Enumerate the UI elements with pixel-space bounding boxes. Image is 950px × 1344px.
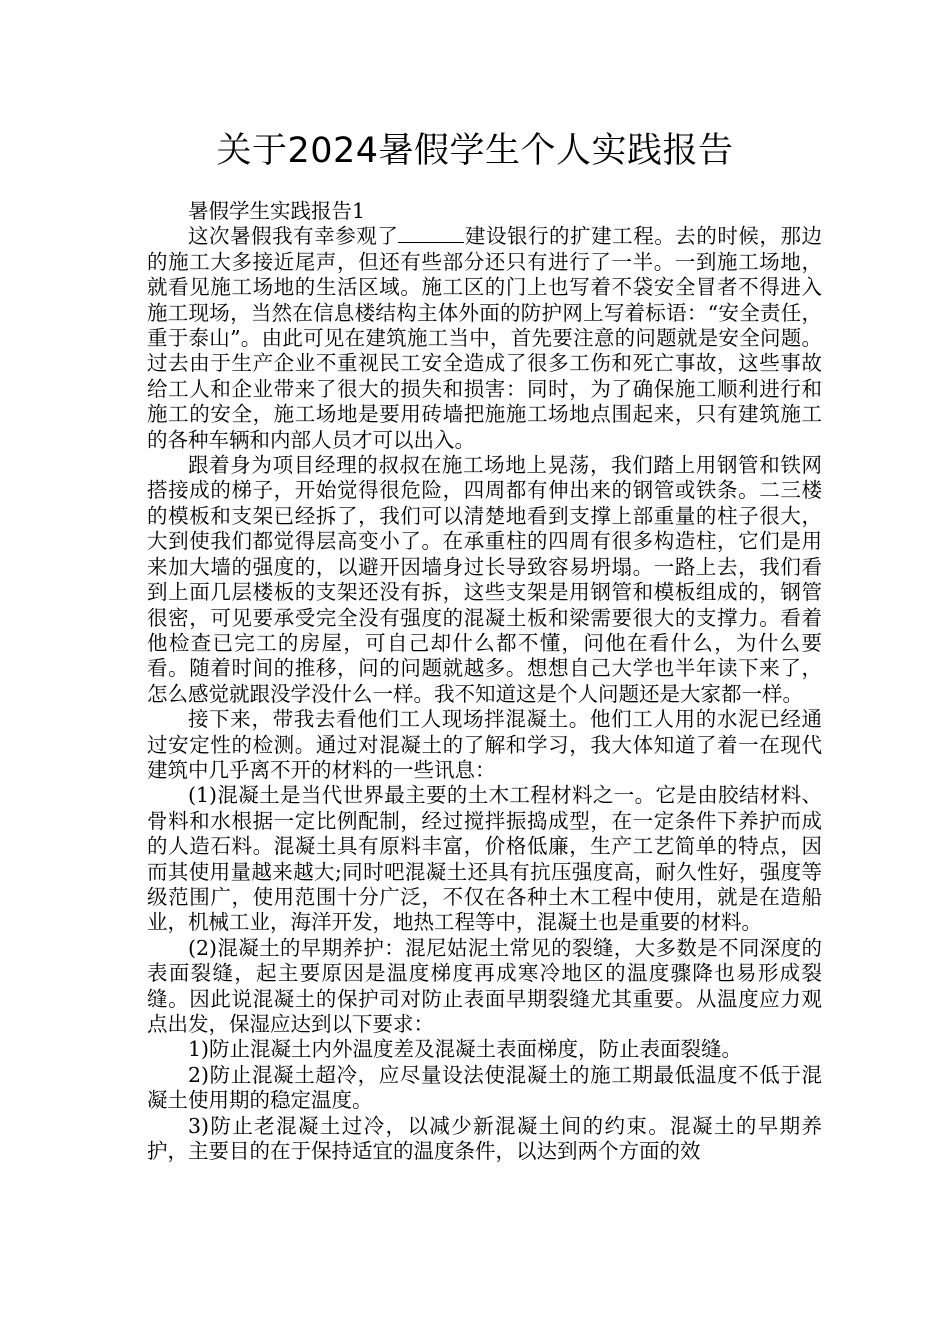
fill-in-blank [398,224,464,243]
document-body [147,199,822,1164]
report-heading: 暑假学生实践报告1 [188,199,366,223]
paragraph-4: (1)混凝土是当代世界最主要的土木工程材料之一。它是由胶结材料、骨料和水根据一定比例配制，经过搅拌振捣成型，在一定条件下养护而成的人造石料。混凝土具有原料丰富，价格低廉，生产工艺简单的特点，因而其使用量越来越大;同时吧混凝土还具有抗压强度高，耐久性好，强度等级范围广，使用范围十分广泛，不仅在各种土木工程中使用，就是在造船业，机械工业，海洋开发，地热工程等中，混凝土也是重要的材料。 [147,783,822,935]
paragraph-1-rest: 建设银行的扩建工程。去的时候，那边的施工大多接近尾声，但还有些部分还只有进行了一半。一到施工场地，就看见施工场地的生活区域。施工区的门上也写着不袋安全冒者不得进入施工现场，当然在信息楼结构主体外面的防护网上写着标语：“安全责任，重于泰山”。由此可见在建筑施工当中，首先要注意的问题就是安全问题。过去由于生产企业不重视民工安全造成了很多工伤和死亡事故，这些事故给工人和企业带来了很大的损失和损害：同时，为了确保施工顺利进行和施工的安全，施工场地是要用砖墙把施施工场地点围起来，只有建筑施工的各种车辆和内部人员才可以出入。 [147,224,823,452]
paragraph-1-start: 这次暑假我有幸参观了 [188,224,399,249]
paragraph-2: 跟着身为项目经理的叔叔在施工场地上晃荡，我们踏上用钢管和铁网搭接成的梯子，开始觉得很危险，四周都有伸出来的钢管或铁条。二三楼的模板和支架已经拆了，我们可以清楚地看到支撑上部重量的柱子很大，大到使我们都觉得层高变小了。在承重柱的四周有很多构造柱，它们是用来加大墙的强度的，以避开因墙身过长导致容易坍塌。一路上去，我们看到上面几层楼板的支架还没有拆，这些支架是用钢管和模板组成的，钢管很密，可见要承受完全没有强度的混凝土板和梁需要很大的支撑力。看着他检查已完工的房屋，可自己却什么都不懂，问他在看什么，为什么要看。随着时间的推移，问的问题就越多。想想自己大学也半年读下来了，怎么感觉就跟没学没什么一样。我不知道这是个人问题还是大家都一样。 [147,453,822,706]
paragraph-3: 接下来，带我去看他们工人现场拌混凝土。他们工人用的水泥已经通过安定性的检测。通过对混凝土的了解和学习，我大体知道了着一在现代建筑中几乎离不开的材料的一些讯息： [147,707,822,782]
paragraph-7: 2)防止混凝土超冷，应尽量设法使混凝土的施工期最低温度不低于混凝土使用期的稳定温度。 [147,1062,822,1113]
paragraph-1 [147,224,822,453]
paragraph-6: 1)防止混凝土内外温度差及混凝土表面梯度，防止表面裂缝。 [188,1037,743,1062]
paragraph-5: (2)混凝土的早期养护：混尼姑泥土常见的裂缝，大多数是不同深度的表面裂缝，起主要原因是温度梯度再成寒冷地区的温度骤降也易形成裂缝。因此说混凝土的保护司对防止表面早期裂缝尤其重要。从温度应力观点出发，保湿应达到以下要求： [147,935,822,1036]
paragraph-8: 3)防止老混凝土过冷，以减少新混凝土间的约束。混凝土的早期养护，主要目的在于保持适宜的温度条件，以达到两个方面的效 [147,1113,822,1164]
document-title: 关于2024暑假学生个人实践报告 [216,131,734,171]
